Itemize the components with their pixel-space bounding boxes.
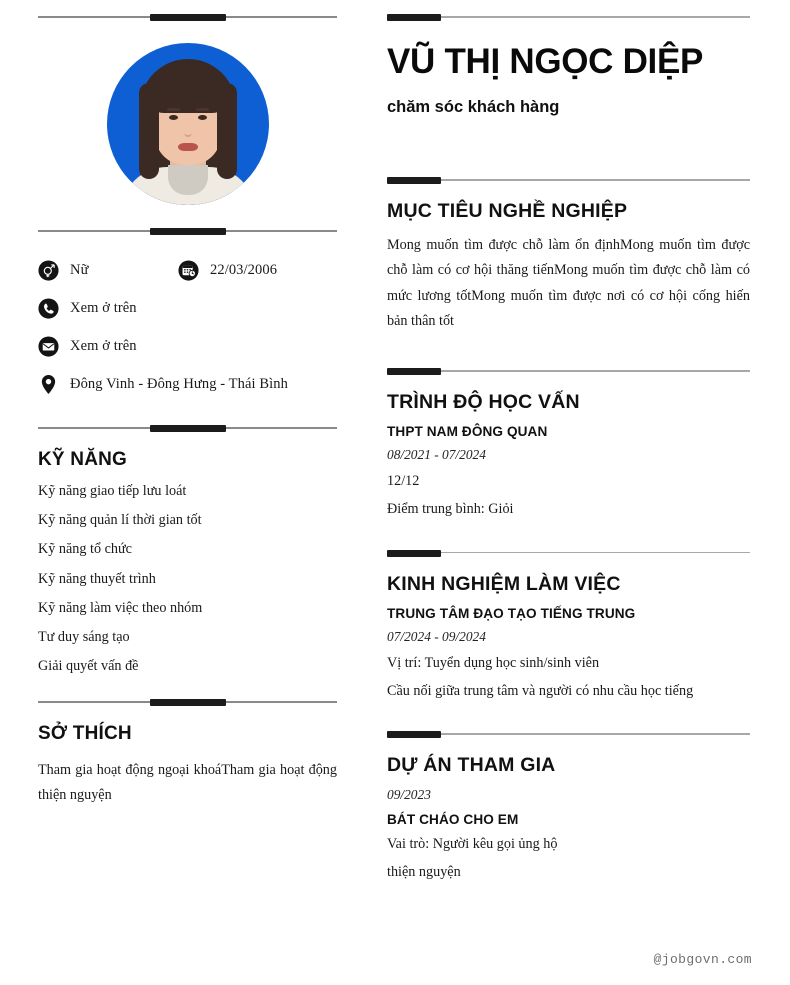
- hobbies-title: SỞ THÍCH: [38, 723, 132, 745]
- divider-skills: [38, 425, 337, 431]
- right-column: [375, 0, 790, 985]
- spacer-before-skills: [38, 395, 337, 425]
- contact-gender-value: Nữ: [70, 261, 89, 278]
- divider-hairline: [387, 370, 750, 372]
- skill-item: Kỹ năng tổ chức: [38, 541, 132, 558]
- location-pin-icon: [38, 374, 59, 395]
- top-spacer-right: [387, 0, 750, 14]
- spacer-before-objective-2: [387, 151, 750, 177]
- portrait-hair-left: [139, 83, 159, 179]
- project-detail: thiện nguyện: [387, 864, 461, 881]
- contact-gender: [38, 260, 178, 281]
- contact-phone: [38, 298, 137, 319]
- divider-block: [387, 368, 441, 375]
- divider-block: [387, 177, 441, 184]
- divider-hairline: [387, 733, 750, 735]
- portrait-eye-left: [169, 115, 178, 120]
- avatar: [107, 43, 269, 205]
- divider-block: [387, 550, 441, 557]
- envelope-icon: [38, 336, 59, 357]
- left-column: [0, 0, 375, 985]
- contact-email: [38, 336, 137, 357]
- portrait-brow-left: [167, 108, 180, 111]
- education-school: THPT NAM ĐÔNG QUAN: [387, 424, 548, 440]
- divider-hobbies: [38, 699, 337, 705]
- spacer-before-hobbies: [38, 673, 337, 699]
- experience-period: 07/2024 - 09/2024: [387, 628, 486, 644]
- section-hobbies: [38, 723, 337, 807]
- skill-item: Kỹ năng thuyết trình: [38, 570, 156, 587]
- contact-address: [38, 374, 288, 395]
- calendar-clock-icon: [178, 260, 199, 281]
- education-title: TRÌNH ĐỘ HỌC VẤN: [387, 391, 580, 414]
- top-spacer: [38, 0, 337, 14]
- portrait-hair-right: [217, 83, 237, 179]
- contact-block: [38, 234, 337, 395]
- watermark: @jobgovn.com: [653, 952, 752, 967]
- skill-item: Kỹ năng quản lí thời gian tốt: [38, 512, 202, 529]
- divider-block: [150, 425, 226, 432]
- portrait-brow-right: [196, 108, 209, 111]
- spacer-before-experience: [387, 520, 750, 550]
- skill-item: Kỹ năng giao tiếp lưu loát: [38, 483, 187, 499]
- skills-title: KỸ NĂNG: [38, 449, 128, 470]
- section-projects: [387, 754, 750, 882]
- spacer-before-education: [387, 334, 750, 368]
- project-role: Vai trò: Người kêu gọi ủng hộ: [387, 836, 558, 852]
- contact-row-phone: [38, 298, 337, 319]
- portrait-eye-right: [198, 115, 207, 120]
- spacer-before-projects: [387, 701, 750, 731]
- section-skills: [38, 449, 337, 673]
- divider-objective: [387, 177, 750, 183]
- projects-title: DỰ ÁN THAM GIA: [387, 754, 556, 776]
- divider-block: [150, 228, 226, 235]
- contact-birthday-value: 22/03/2006: [210, 261, 278, 278]
- experience-title: KINH NGHIỆM LÀM VIỆC: [387, 572, 621, 595]
- hobbies-text: Tham gia hoạt động ngoại khoáTham gia hoạt động thiện nguyện: [38, 762, 337, 803]
- section-experience: [387, 573, 750, 701]
- objective-title: MỤC TIÊU NGHỀ NGHIỆP: [387, 200, 628, 223]
- divider-top-left: [38, 14, 337, 20]
- phone-icon: [38, 298, 59, 319]
- divider-hairline: [387, 552, 750, 554]
- contact-row-email: [38, 336, 337, 357]
- contact-email-value: Xem ở trên: [70, 337, 137, 354]
- portrait-nose: [184, 127, 192, 137]
- gender-icon: [38, 260, 59, 281]
- contact-address-value: Đông Vinh - Đông Hưng - Thái Bình: [70, 375, 288, 392]
- section-objective: [387, 200, 750, 334]
- divider-block: [387, 14, 441, 21]
- divider-top-right: [387, 14, 750, 20]
- divider-education: [387, 368, 750, 374]
- contact-birthday: [178, 260, 277, 281]
- avatar-container: [38, 20, 337, 228]
- contact-row-gender-birthday: [38, 260, 337, 281]
- skill-item: Giải quyết vấn đề: [38, 658, 139, 675]
- experience-description: Cầu nối giữa trung tâm và người có nhu cầu học tiếng: [387, 682, 694, 699]
- section-education: [387, 391, 750, 519]
- contact-phone-value: Xem ở trên: [70, 299, 137, 316]
- experience-company: TRUNG TÂM ĐẠO TẠO TIẾNG TRUNG: [387, 605, 636, 621]
- project-period: 09/2023: [387, 787, 431, 802]
- education-period: 08/2021 - 07/2024: [387, 447, 486, 463]
- skill-item: Kỹ năng làm việc theo nhóm: [38, 599, 203, 616]
- objective-text: Mong muốn tìm được chỗ làm ổn địnhMong muốn tìm được chỗ làm có cơ hội thăng tiếnMong muốn tìm được chỗ làm có mức lương tốtMong muốn tìm được nơi có cơ hội cống hiến bản thân tốt: [387, 237, 750, 330]
- divider-hairline: [387, 179, 750, 181]
- divider-block: [387, 731, 441, 738]
- contact-row-address: [38, 374, 337, 395]
- divider-projects: [387, 731, 750, 737]
- education-major: 12/12: [387, 473, 420, 490]
- divider-block: [150, 14, 226, 21]
- divider-experience: [387, 550, 750, 556]
- project-name: BÁT CHÁO CHO EM: [387, 812, 519, 827]
- divider-hairline: [387, 16, 750, 18]
- spacer-before-objective: [387, 117, 750, 151]
- skill-item: Tư duy sáng tạo: [38, 629, 130, 646]
- divider-block: [150, 699, 226, 706]
- divider-below-avatar: [38, 228, 337, 234]
- education-gpa: Điểm trung bình: Giỏi: [387, 501, 514, 518]
- page-title: VŨ THỊ NGỌC DIỆP: [387, 42, 704, 81]
- job-title: chăm sóc khách hàng: [387, 98, 560, 117]
- experience-position: Vị trí: Tuyển dụng học sinh/sinh viên: [387, 654, 600, 671]
- portrait-mouth: [178, 143, 198, 151]
